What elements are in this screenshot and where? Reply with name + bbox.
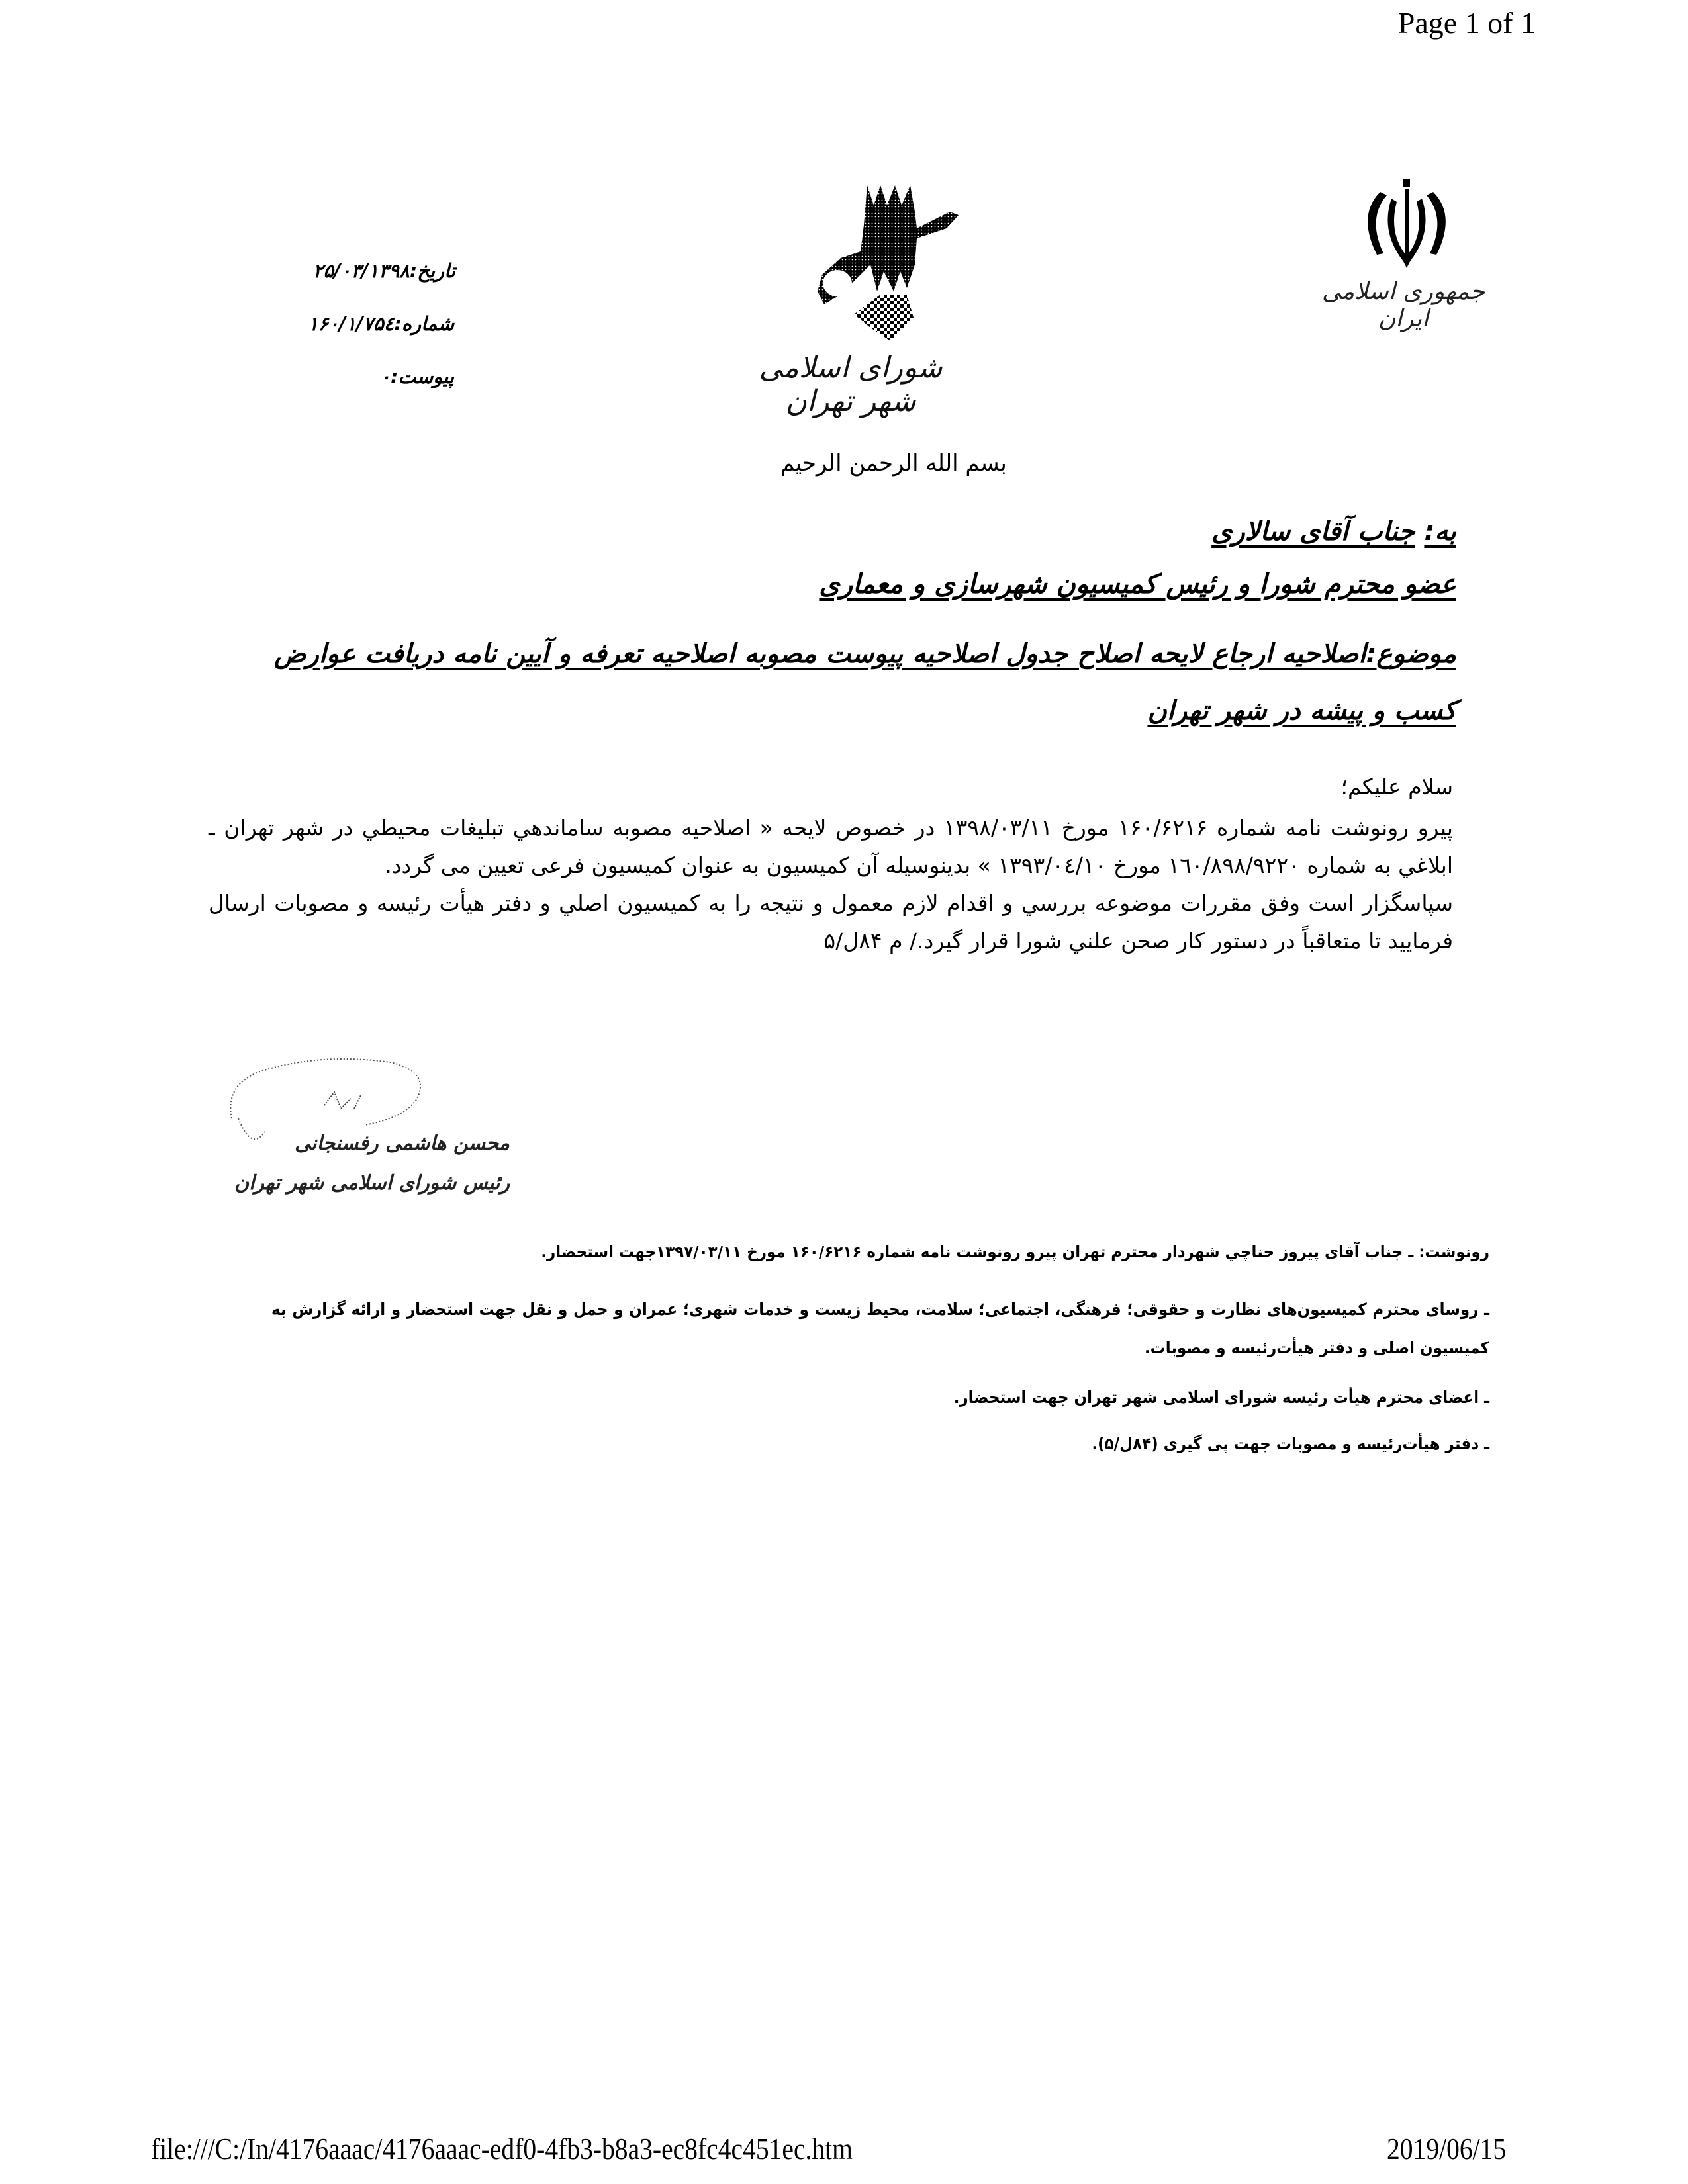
greeting: سلام علیکم؛ bbox=[1340, 774, 1453, 799]
signer-name: محسن هاشمی رفسنجانی bbox=[295, 1132, 510, 1155]
recipient-title: عضو محترم شورا و رئیس کمیسیون شهرسازی و معماری bbox=[819, 569, 1456, 600]
letter-body bbox=[209, 809, 1453, 960]
subject-text: موضوع:اصلاحیه ارجاع لایحه اصلاح جدول اصلاحیه پیوست مصوبه اصلاحیه تعرفه و آیین نامه دریافت عوارض کسب و پیشه در شهر تهران bbox=[274, 639, 1456, 726]
cc-item: ـ روسای محترم کمیسیون‌های نظارت و حقوقی؛ فرهنگی، اجتماعی؛ سلامت، محیط زیست و خدمات شهری؛ عمران و حمل و نقل جهت استحضار و ارائه گزارش به کمیسیون اصلی و دفتر هیأت‌رئیسه و مصوبات. bbox=[271, 1300, 1489, 1357]
body-paragraph-2: سپاسگزار است وفق مقررات موضوعه بررسي و اقدام لازم معمول و نتیجه را به کمیسیون اصلي و دفتر هیأت رئیسه و مصوبات ارسال فرمایید تا متعاقباً در دستور کار صحن علني شورا قرار گیرد./ م ۸۴ل/۵ bbox=[209, 890, 1453, 954]
iran-emblem-icon bbox=[1350, 175, 1463, 275]
footer-file-url: file:///C:/In/4176aaac/4176aaac-edf0-4fb3-b8a3-ec8fc4c451ec.htm bbox=[151, 2132, 853, 2165]
council-logo-caption: شورای اسلامی شهر تهران bbox=[759, 351, 943, 418]
letter-number: شماره:۱۶۰/۱/۷۵٤ bbox=[308, 312, 454, 335]
footer-print-date: 2019/06/15 bbox=[1387, 2132, 1507, 2165]
signer-title: رئیس شورای اسلامی شهر تهران bbox=[234, 1171, 510, 1195]
cc-item: ـ دفتر هیأت‌رئیسه و مصوبات جهت پی گیری (۸۴ل/۵). bbox=[1092, 1434, 1489, 1453]
page-indicator: Page 1 of 1 bbox=[1397, 6, 1536, 40]
recipient-name: جناب آقای سالاری bbox=[1211, 516, 1415, 547]
letter-attachment: پیوست:۰ bbox=[380, 365, 454, 388]
body-paragraph-1: پیرو رونوشت نامه شماره ۱۶۰/۶۲۱۶ مورخ ۱۳۹۸/۰۳/۱۱ در خصوص لایحه « اصلاحیه مصوبه ساماندهي تبليغات محيطي در شهر تهران ـ ابلاغي به شماره ۱٦۰/۸۹۸/۹۲۲۰ مورخ ۱۳۹۳/۰٤/۱۰ » بدینوسیله آن کمیسیون به عنوان کمیسیون فرعی تعیین می گردد. bbox=[209, 815, 1453, 878]
emblem-caption: جمهوری اسلامی ایران bbox=[1321, 278, 1485, 332]
basmala: بسم الله الرحمن الرحیم bbox=[780, 450, 1007, 477]
subject-line bbox=[265, 625, 1456, 739]
cc-intro: رونوشت: ـ جناب آقای پیروز حناچي شهردار محترم تهران پیرو رونوشت نامه شماره ۱۶۰/۶۲۱۶ مورخ ۱۳۹۷/۰۳/۱۱جهت استحضار. bbox=[541, 1242, 1489, 1261]
recipient-line bbox=[1211, 516, 1456, 547]
recipient-title-line bbox=[819, 569, 1456, 600]
recipient-prefix: به: bbox=[1424, 516, 1456, 547]
letter-date: تاریخ:۲۵/۰۳/۱۳۹۸ bbox=[312, 259, 455, 282]
cc-item: ـ اعضای محترم هیأت رئیسه شورای اسلامی شهر تهران جهت استحضار. bbox=[953, 1388, 1489, 1407]
